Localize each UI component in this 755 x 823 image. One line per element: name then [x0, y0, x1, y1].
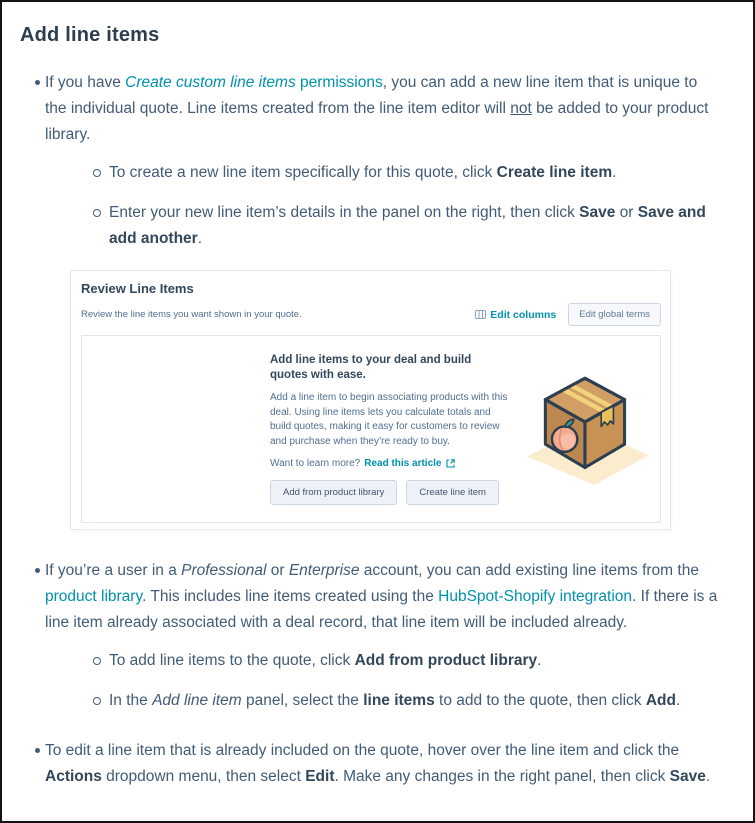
paragraph	[109, 688, 733, 714]
text-run: .	[197, 230, 203, 247]
text-run: Save	[579, 204, 616, 221]
list-item	[20, 558, 733, 714]
text-run: Enterprise	[288, 562, 360, 579]
text-run: dropdown menu, then select	[101, 768, 306, 785]
text-run: . This includes line items created using the	[142, 588, 439, 605]
text-run: panel, select the	[241, 692, 364, 709]
text-run: Edit	[305, 768, 335, 785]
learn-more-text: Want to learn more?	[270, 458, 361, 470]
text-run: To add line items to the quote, click	[109, 652, 355, 669]
screenshot-subtitle: Review the line items you want shown in your quote.	[81, 309, 302, 320]
text-run: , you can add a new line item that is unique to the individual quote. Line items created from the line item editor will	[45, 74, 698, 117]
text-run: .	[537, 652, 542, 669]
paragraph	[45, 558, 723, 636]
empty-state-heading: Add line items to your deal and build quotes with ease.	[270, 353, 472, 381]
text-run: Save and add another	[109, 204, 706, 247]
text-run: .	[675, 692, 681, 709]
empty-state-body: Add a line item to begin associating products with this deal. Using line items lets you calculate totals and build quotes, making it easy for customers to review and purchase when they’re ready to buy.	[270, 392, 508, 447]
main-bullet-list	[20, 70, 733, 790]
text-run: Enter your new line item’s details in the panel on the right, then click	[109, 204, 580, 221]
list-item	[45, 200, 733, 252]
list-item	[45, 648, 733, 674]
text-run: or	[615, 204, 638, 221]
edit-columns-link[interactable]	[475, 309, 556, 321]
package-box-illustration	[518, 370, 656, 488]
text-run: Professional	[181, 562, 267, 579]
external-link-icon	[446, 459, 455, 468]
screenshot-title: Review Line Items	[81, 281, 194, 296]
text-run: account, you can add existing line items from the	[359, 562, 699, 579]
text-run: or	[266, 562, 289, 579]
text-run: Create line item	[496, 164, 613, 181]
line-items-empty-state	[81, 335, 661, 523]
list-item	[20, 738, 733, 790]
package-box-icon	[521, 370, 653, 488]
text-run: To create a new line item specifically for this quote, click	[109, 164, 497, 181]
list-item	[45, 688, 733, 714]
read-this-article-link[interactable]: Read this article	[364, 458, 442, 470]
text-run: to add to the quote, then click	[434, 692, 646, 709]
add-from-product-library-button[interactable]: Add from product library	[270, 480, 397, 505]
text-run: In the	[109, 692, 153, 709]
paragraph	[45, 738, 723, 790]
review-line-items-screenshot	[70, 270, 671, 530]
text-run: To edit a line item that is already included on the quote, hover over the line item and click the	[45, 742, 680, 759]
edit-columns-label: Edit columns	[490, 308, 557, 321]
list-item	[45, 160, 733, 186]
paragraph	[109, 160, 733, 186]
text-run: .	[612, 164, 617, 181]
permissions-link[interactable]: permissions	[300, 74, 383, 91]
list-item	[20, 70, 733, 530]
text-run: . If there is a line item already associated with a deal record, that line item will be included already.	[45, 588, 718, 631]
article-content	[20, 70, 733, 790]
hubspot-shopify-integration-link[interactable]: HubSpot-Shopify integration	[438, 588, 633, 605]
text-run: not	[510, 100, 532, 117]
text-run: be added to your product library.	[45, 100, 709, 143]
text-run: Add line item	[152, 692, 242, 709]
text-run: If you have	[45, 74, 126, 91]
text-run: . Make any changes in the right panel, then click	[334, 768, 670, 785]
sub-bullet-list	[45, 648, 733, 714]
create-line-item-button[interactable]: Create line item	[406, 480, 499, 505]
paragraph	[45, 70, 723, 148]
text-run: Save	[669, 768, 706, 785]
text-run: .	[705, 768, 711, 785]
columns-icon	[475, 310, 486, 319]
paragraph	[109, 200, 733, 252]
product-library-link[interactable]: product library	[45, 588, 143, 605]
text-run: If you’re a user in a	[45, 562, 182, 579]
edit-global-terms-button[interactable]: Edit global terms	[568, 303, 661, 326]
create-custom-line-items-link[interactable]: Create custom line items	[125, 74, 296, 91]
text-run: Add from product library	[354, 652, 538, 669]
text-run: line items	[363, 692, 435, 709]
sub-bullet-list	[45, 160, 733, 252]
text-run: Add	[645, 692, 676, 709]
text-run: Actions	[45, 768, 102, 785]
page-title: Add line items	[20, 24, 160, 46]
paragraph	[109, 648, 733, 674]
